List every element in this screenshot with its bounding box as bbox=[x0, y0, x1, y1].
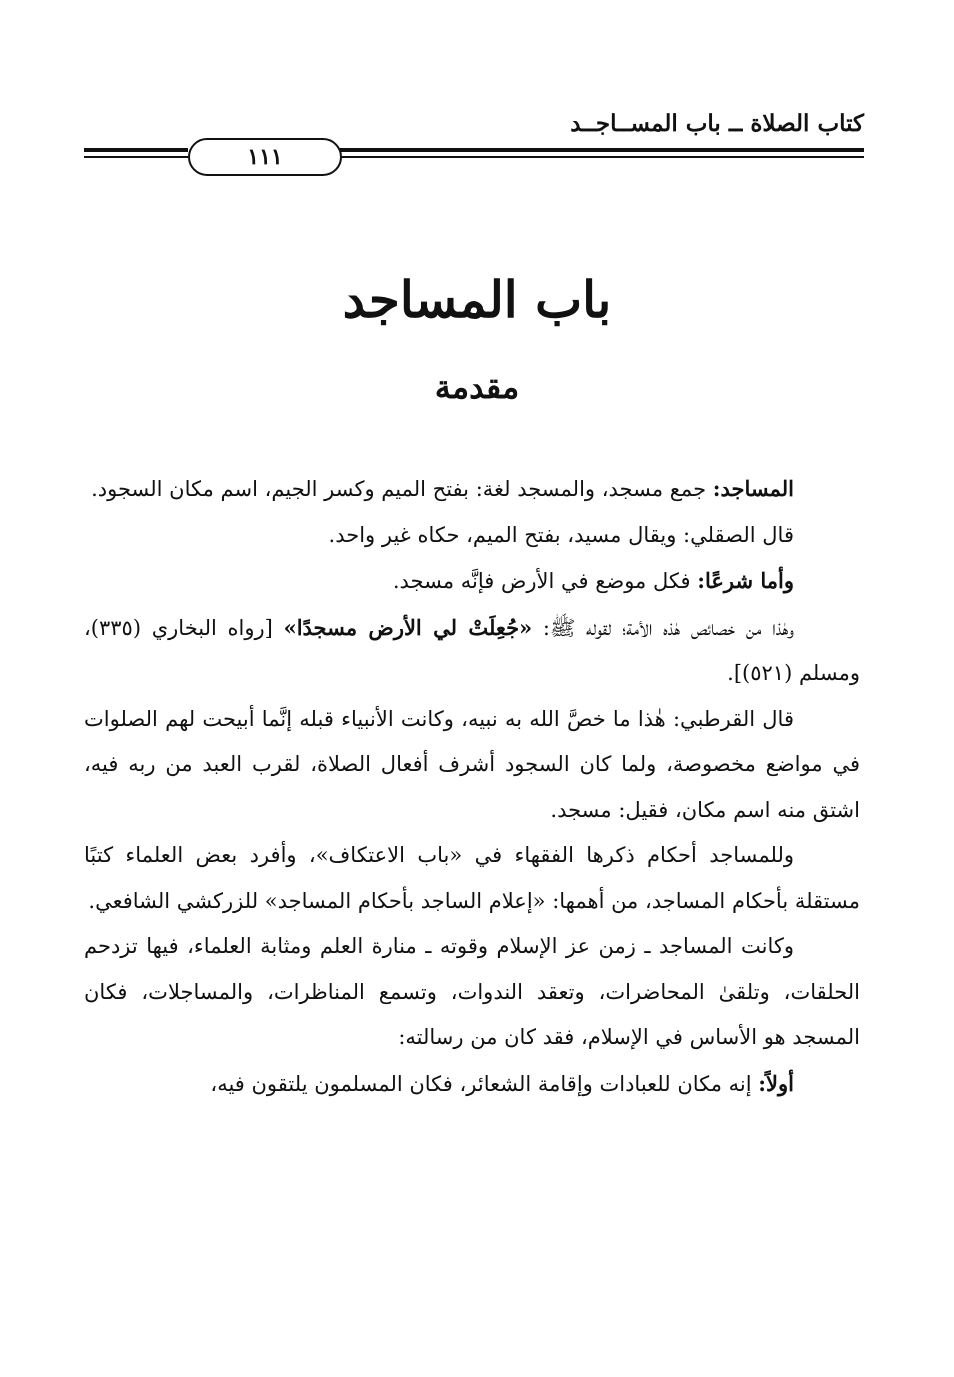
page-number: ١١١ bbox=[188, 138, 342, 176]
section-subtitle: مقدمة bbox=[434, 368, 520, 406]
hadith-citation: [رواه البخاري (٣٣٥)، ومسلم (٥٢١)]. bbox=[84, 615, 860, 685]
hadith-quote: «جُعِلَتْ لي الأرض مسجدًا» bbox=[283, 614, 533, 640]
term-first: أولاً: bbox=[758, 1070, 794, 1096]
header-rule-thin-right bbox=[338, 156, 864, 158]
paragraph-text: إنه مكان للعبادات وإقامة الشعائر، فكان المسلمون يلتقون فيه، bbox=[210, 1071, 759, 1096]
paragraph-text: قال الصقلي: ويقال مسيد، بفتح الميم، حكاه غير واحد. bbox=[328, 522, 794, 547]
paragraph-text: وهٰذا من خصائص هٰذه الأمة؛ لقوله ﷺ: bbox=[532, 615, 794, 640]
running-title: كتاب الصلاة ــ باب المســاجــد bbox=[570, 110, 864, 137]
paragraph-siqilli bbox=[84, 513, 860, 559]
paragraph-text: جمع مسجد، والمسجد لغة: بفتح الميم وكسر الجيم، اسم مكان السجود. bbox=[91, 477, 713, 501]
paragraph-shari-definition bbox=[84, 558, 860, 605]
paragraph-text: وكانت المساجد ـ زمن عز الإسلام وقوته ـ منارة العلم ومثابة العلماء، فيها تزدحم الحلقات، وتلقىٰ المحاضرات، وتعقد الندوات، وتسمع المناظرات، والمساجلات، فكان المسجد هو الأساس في الإسلام، فقد كان من رسالته: bbox=[84, 934, 860, 1049]
term-masajid: المساجد: bbox=[712, 476, 794, 501]
paragraph-text: قال القرطبي: هٰذا ما خصَّ الله به نبيه، وكانت الأنبياء قبله إنَّما أبيحت لهم الصلوات في مواضع مخصوصة، ولما كان السجود أشرف أفعال الصلاة، لقرب العبد من ربه فيه، اشتق منه اسم مكان، فقيل: مسجد. bbox=[84, 706, 860, 822]
body-text bbox=[84, 466, 860, 1107]
paragraph-ahkam bbox=[84, 833, 860, 924]
paragraph-hadith bbox=[84, 605, 860, 697]
paragraph-first bbox=[84, 1061, 860, 1108]
header-rule-thick-right bbox=[338, 148, 864, 152]
paragraph-history bbox=[84, 924, 860, 1061]
header-rule-thick-left bbox=[84, 148, 188, 152]
page-header bbox=[84, 104, 864, 174]
paragraph-text: فكل موضع في الأرض فإنَّه مسجد. bbox=[392, 569, 698, 593]
paragraph-definition bbox=[84, 466, 860, 513]
header-rule-thin-left bbox=[84, 156, 188, 158]
paragraph-text: وللمساجد أحكام ذكرها الفقهاء في «باب الاعتكاف»، وأفرد بعض العلماء كتبًا مستقلة بأحكام المساجد، من أهمها: «إعلام الساجد بأحكام المساجد» للزركشي الشافعي. bbox=[84, 843, 860, 913]
chapter-title: باب المساجد bbox=[342, 270, 612, 329]
paragraph-qurtubi bbox=[84, 697, 860, 834]
term-shari: وأما شرعًا: bbox=[697, 568, 794, 593]
